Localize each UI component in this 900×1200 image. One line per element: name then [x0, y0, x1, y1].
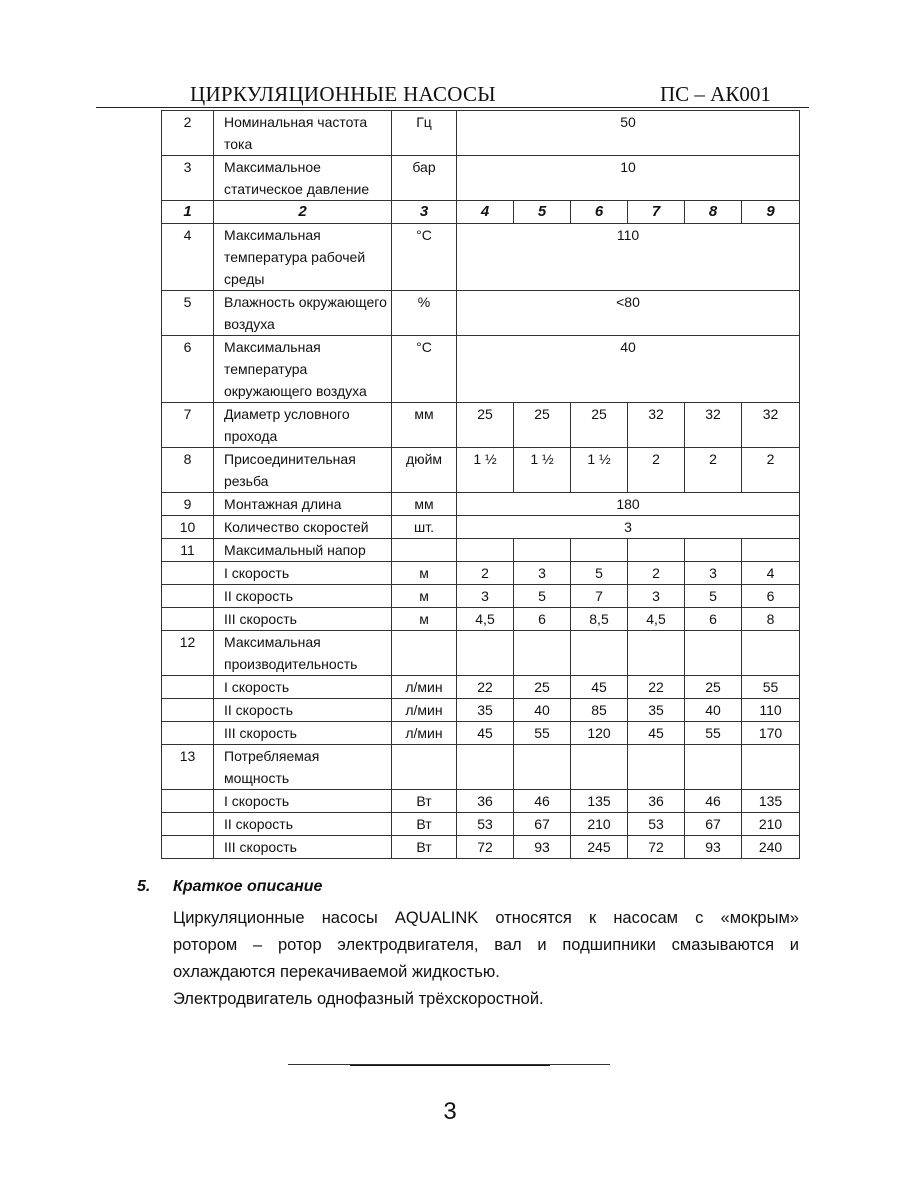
merged-value-cell: 180 [457, 493, 800, 516]
row-number-cell: 9 [162, 493, 214, 516]
parameter-name-cell: I скорость [214, 676, 392, 699]
unit-cell: Вт [392, 813, 457, 836]
row-number-cell [162, 836, 214, 859]
value-cell: 25 [457, 403, 514, 448]
section-heading [137, 878, 322, 896]
table-row [162, 539, 800, 562]
value-cell: 170 [742, 722, 800, 745]
row-number-cell [162, 722, 214, 745]
value-cell: 55 [685, 722, 742, 745]
parameter-name-cell: Количество скоростей [214, 516, 392, 539]
parameter-name-cell: Максимальный напор [214, 539, 392, 562]
row-number-cell: 13 [162, 745, 214, 790]
value-cell: 55 [742, 676, 800, 699]
value-cell [628, 745, 685, 790]
unit-cell [392, 539, 457, 562]
header-divider [96, 107, 809, 108]
value-cell: 210 [571, 813, 628, 836]
row-number-cell [162, 608, 214, 631]
value-cell [457, 745, 514, 790]
value-cell [685, 745, 742, 790]
unit-cell: Вт [392, 836, 457, 859]
column-number-cell: 8 [685, 201, 742, 224]
table-row [162, 448, 800, 493]
table-row [162, 676, 800, 699]
value-cell: 3 [628, 585, 685, 608]
value-cell: 2 [628, 562, 685, 585]
merged-value-cell: <80 [457, 291, 800, 336]
section-number: 5. [137, 878, 151, 895]
table-row [162, 291, 800, 336]
value-cell [571, 539, 628, 562]
parameter-name-cell: III скорость [214, 836, 392, 859]
paragraph-line: Циркуляционные насосы AQUALINK относятся к насосам с «мокрым» [173, 909, 799, 927]
value-cell: 40 [685, 699, 742, 722]
unit-cell: м [392, 562, 457, 585]
value-cell: 6 [685, 608, 742, 631]
value-cell: 25 [514, 676, 571, 699]
table-row [162, 336, 800, 403]
header-title: ЦИРКУЛЯЦИОННЫЕ НАСОСЫ [190, 82, 496, 106]
merged-value-cell: 110 [457, 224, 800, 291]
value-cell: 2 [457, 562, 514, 585]
value-cell: 25 [571, 403, 628, 448]
unit-cell: Вт [392, 790, 457, 813]
value-cell [742, 745, 800, 790]
table-row [162, 699, 800, 722]
merged-value-cell: 50 [457, 111, 800, 156]
merged-value-cell: 40 [457, 336, 800, 403]
value-cell: 8,5 [571, 608, 628, 631]
value-cell [571, 631, 628, 676]
parameter-name-cell: I скорость [214, 562, 392, 585]
paragraph-line: ротором – ротор электродвигателя, вал и подшипники смазываются и [173, 936, 799, 954]
value-cell [514, 539, 571, 562]
row-number-cell: 4 [162, 224, 214, 291]
unit-cell: л/мин [392, 699, 457, 722]
parameter-name-cell: Максимальная температура окружающего воздуха [214, 336, 392, 403]
parameter-name-cell: II скорость [214, 699, 392, 722]
value-cell: 32 [742, 403, 800, 448]
value-cell: 53 [457, 813, 514, 836]
row-number-cell: 6 [162, 336, 214, 403]
value-cell: 2 [685, 448, 742, 493]
value-cell: 67 [685, 813, 742, 836]
value-cell: 5 [571, 562, 628, 585]
value-cell: 5 [685, 585, 742, 608]
row-number-cell [162, 813, 214, 836]
table-row [162, 516, 800, 539]
table-row [162, 585, 800, 608]
value-cell: 240 [742, 836, 800, 859]
parameter-name-cell: Максимальная температура рабочей среды [214, 224, 392, 291]
row-number-cell: 5 [162, 291, 214, 336]
parameter-name-cell: Номинальная частота тока [214, 111, 392, 156]
value-cell: 35 [628, 699, 685, 722]
parameter-name-cell: Влажность окружающего воздуха [214, 291, 392, 336]
value-cell: 45 [571, 676, 628, 699]
value-cell: 1 ½ [514, 448, 571, 493]
value-cell: 22 [628, 676, 685, 699]
value-cell: 36 [628, 790, 685, 813]
table-row [162, 813, 800, 836]
row-number-cell: 12 [162, 631, 214, 676]
unit-cell: м [392, 585, 457, 608]
paragraph-line: охлаждаются перекачиваемой жидкостью. [173, 963, 500, 981]
value-cell [628, 539, 685, 562]
value-cell: 53 [628, 813, 685, 836]
column-number-cell: 7 [628, 201, 685, 224]
table-row [162, 608, 800, 631]
value-cell: 46 [685, 790, 742, 813]
row-number-cell: 11 [162, 539, 214, 562]
value-cell: 22 [457, 676, 514, 699]
unit-cell: % [392, 291, 457, 336]
column-number-cell: 6 [571, 201, 628, 224]
value-cell [457, 539, 514, 562]
unit-cell: л/мин [392, 722, 457, 745]
table-row [162, 631, 800, 676]
value-cell: 4 [742, 562, 800, 585]
column-number-row [162, 201, 800, 224]
column-number-cell: 2 [214, 201, 392, 224]
paragraph-line: Электродвигатель однофазный трёхскоростной. [173, 990, 544, 1008]
section-title: Краткое описание [173, 878, 323, 895]
value-cell: 135 [742, 790, 800, 813]
footer-rule-accent [350, 1065, 550, 1066]
unit-cell: °С [392, 336, 457, 403]
row-number-cell [162, 585, 214, 608]
value-cell: 93 [514, 836, 571, 859]
row-number-cell: 8 [162, 448, 214, 493]
value-cell: 135 [571, 790, 628, 813]
merged-value-cell: 10 [457, 156, 800, 201]
value-cell: 4,5 [628, 608, 685, 631]
parameter-name-cell: Диаметр условного прохода [214, 403, 392, 448]
row-number-cell: 7 [162, 403, 214, 448]
column-number-cell: 3 [392, 201, 457, 224]
value-cell: 72 [628, 836, 685, 859]
unit-cell [392, 745, 457, 790]
unit-cell: °С [392, 224, 457, 291]
column-number-cell: 9 [742, 201, 800, 224]
unit-cell: шт. [392, 516, 457, 539]
value-cell: 93 [685, 836, 742, 859]
table-row [162, 156, 800, 201]
row-number-cell [162, 699, 214, 722]
value-cell: 40 [514, 699, 571, 722]
value-cell: 32 [628, 403, 685, 448]
row-number-cell [162, 790, 214, 813]
value-cell [514, 745, 571, 790]
parameter-name-cell: III скорость [214, 722, 392, 745]
row-number-cell: 3 [162, 156, 214, 201]
specifications-table [161, 110, 800, 859]
row-number-cell [162, 562, 214, 585]
value-cell: 210 [742, 813, 800, 836]
value-cell: 36 [457, 790, 514, 813]
value-cell: 7 [571, 585, 628, 608]
parameter-name-cell: Присоединительная резьба [214, 448, 392, 493]
value-cell: 1 ½ [571, 448, 628, 493]
value-cell: 4,5 [457, 608, 514, 631]
value-cell [742, 539, 800, 562]
merged-value-cell: 3 [457, 516, 800, 539]
value-cell: 3 [457, 585, 514, 608]
value-cell: 2 [742, 448, 800, 493]
value-cell [457, 631, 514, 676]
column-number-cell: 4 [457, 201, 514, 224]
value-cell: 35 [457, 699, 514, 722]
value-cell: 55 [514, 722, 571, 745]
row-number-cell: 2 [162, 111, 214, 156]
parameter-name-cell: I скорость [214, 790, 392, 813]
value-cell: 45 [628, 722, 685, 745]
value-cell: 67 [514, 813, 571, 836]
value-cell: 6 [742, 585, 800, 608]
parameter-name-cell: Монтажная длина [214, 493, 392, 516]
document-code: ПС – АК001 [660, 82, 771, 106]
table-row [162, 745, 800, 790]
page-number: 3 [443, 1098, 457, 1125]
value-cell [742, 631, 800, 676]
column-number-cell: 5 [514, 201, 571, 224]
value-cell: 6 [514, 608, 571, 631]
parameter-name-cell: III скорость [214, 608, 392, 631]
unit-cell [392, 631, 457, 676]
unit-cell: дюйм [392, 448, 457, 493]
value-cell: 72 [457, 836, 514, 859]
value-cell: 45 [457, 722, 514, 745]
value-cell: 110 [742, 699, 800, 722]
unit-cell: бар [392, 156, 457, 201]
parameter-name-cell: Максимальное статическое давление [214, 156, 392, 201]
value-cell: 8 [742, 608, 800, 631]
unit-cell: мм [392, 493, 457, 516]
table-row [162, 562, 800, 585]
unit-cell: м [392, 608, 457, 631]
row-number-cell [162, 676, 214, 699]
value-cell: 25 [514, 403, 571, 448]
value-cell: 2 [628, 448, 685, 493]
column-number-cell: 1 [162, 201, 214, 224]
unit-cell: л/мин [392, 676, 457, 699]
row-number-cell: 10 [162, 516, 214, 539]
parameter-name-cell: II скорость [214, 585, 392, 608]
parameter-name-cell: Потребляемая мощность [214, 745, 392, 790]
value-cell: 1 ½ [457, 448, 514, 493]
value-cell [628, 631, 685, 676]
table-row [162, 790, 800, 813]
table-row [162, 722, 800, 745]
unit-cell: Гц [392, 111, 457, 156]
value-cell: 85 [571, 699, 628, 722]
table-row [162, 224, 800, 291]
value-cell: 245 [571, 836, 628, 859]
value-cell [514, 631, 571, 676]
table-row [162, 111, 800, 156]
value-cell: 25 [685, 676, 742, 699]
unit-cell: мм [392, 403, 457, 448]
value-cell [685, 631, 742, 676]
value-cell: 46 [514, 790, 571, 813]
parameter-name-cell: Максимальная производительность [214, 631, 392, 676]
parameter-name-cell: II скорость [214, 813, 392, 836]
table-row [162, 403, 800, 448]
value-cell [685, 539, 742, 562]
value-cell [571, 745, 628, 790]
table-row [162, 836, 800, 859]
value-cell: 120 [571, 722, 628, 745]
value-cell: 5 [514, 585, 571, 608]
value-cell: 3 [685, 562, 742, 585]
section-paragraph [173, 905, 799, 1013]
table-row [162, 493, 800, 516]
value-cell: 32 [685, 403, 742, 448]
value-cell: 3 [514, 562, 571, 585]
